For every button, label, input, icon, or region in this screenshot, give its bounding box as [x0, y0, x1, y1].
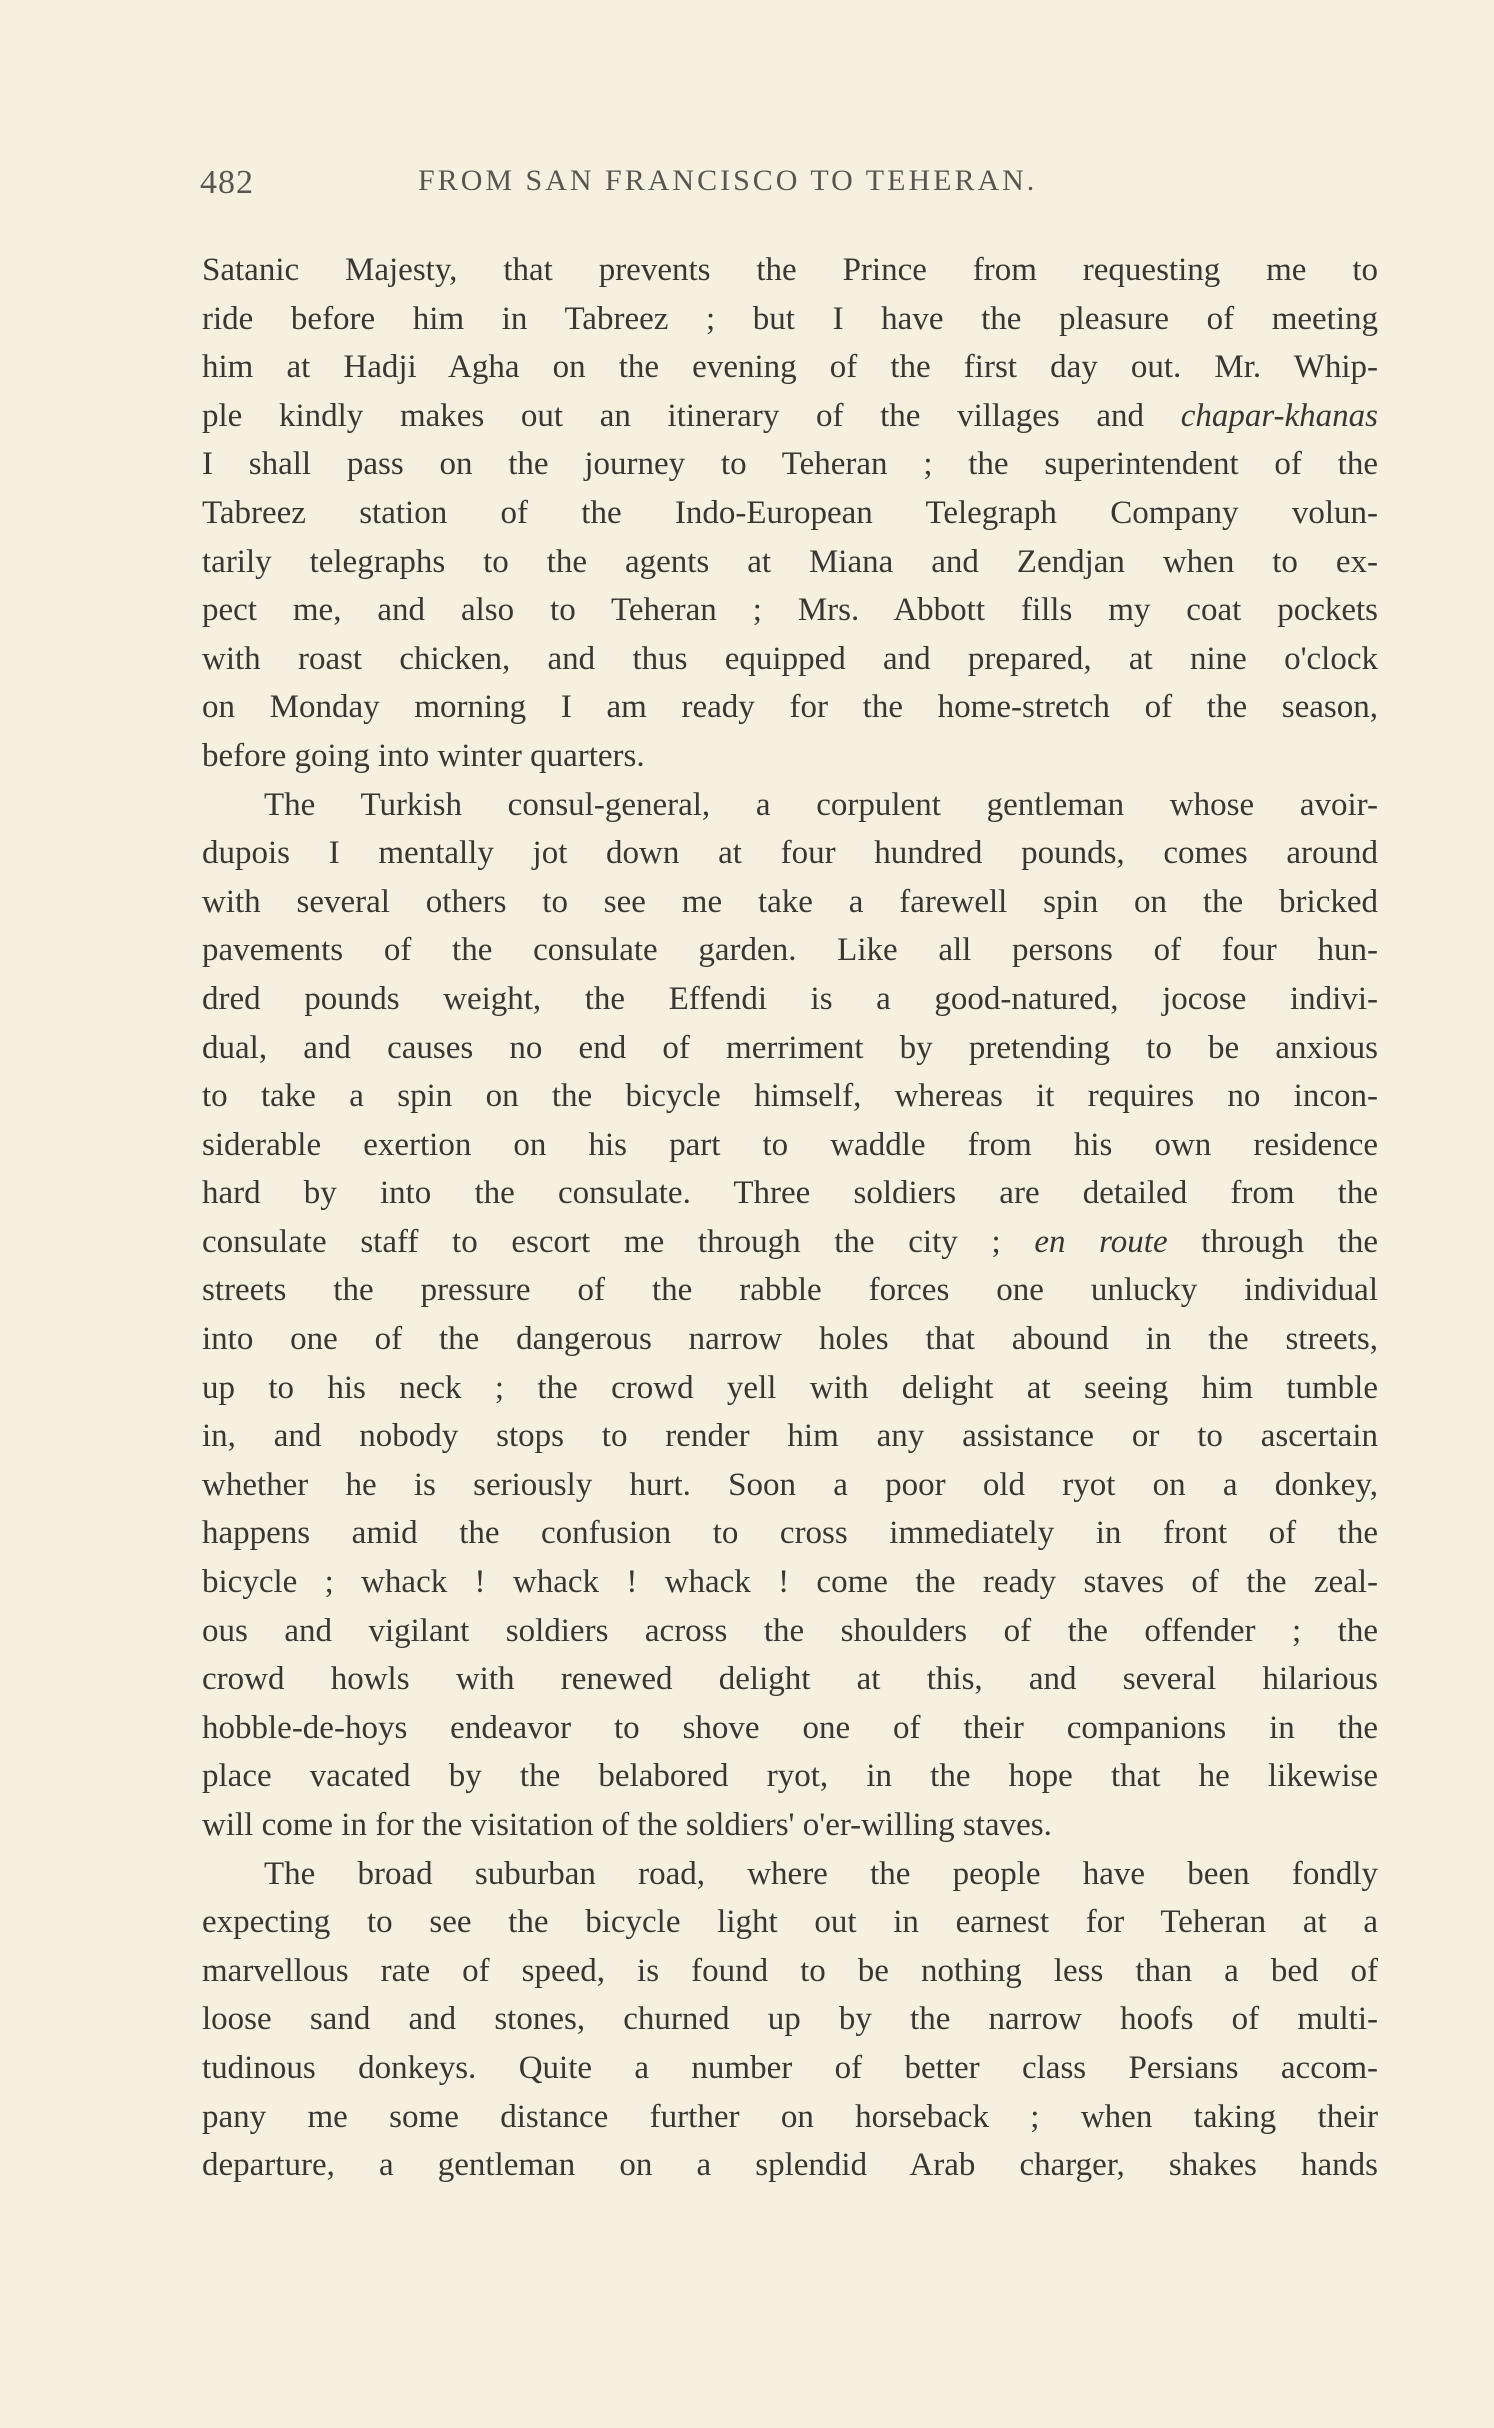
- text-line: ple kindly makes out an itinerary of the villages and chapar-khanas: [202, 397, 1378, 434]
- running-head: FROM SAN FRANCISCO TO TEHERAN.: [418, 164, 1038, 197]
- text-line: into one of the dangerous narrow holes that abound in the streets,: [202, 1321, 1378, 1358]
- text-line: dupois I mentally jot down at four hundred pounds, comes around: [202, 835, 1378, 872]
- text-line: pany me some distance further on horseback ; when taking their: [202, 2098, 1378, 2135]
- text-line: will come in for the visitation of the soldiers' o'er-willing staves.: [202, 1807, 1052, 1843]
- text-line: place vacated by the belabored ryot, in the hope that he likewise: [202, 1758, 1378, 1795]
- text-line: in, and nobody stops to render him any assistance or to ascertain: [202, 1418, 1378, 1455]
- text-line: siderable exertion on his part to waddle from his own residence: [202, 1126, 1378, 1163]
- text-line: marvellous rate of speed, is found to be nothing less than a bed of: [202, 1952, 1378, 1989]
- text-line: with several others to see me take a farewell spin on the bricked: [202, 883, 1378, 920]
- text-line: consulate staff to escort me through the city ; en route through the: [202, 1223, 1378, 1260]
- text-line: tudinous donkeys. Quite a number of better class Persians accom-: [202, 2049, 1378, 2086]
- text-line: crowd howls with renewed delight at this, and several hilarious: [202, 1661, 1378, 1698]
- text-line: Satanic Majesty, that prevents the Prince from requesting me to: [202, 252, 1378, 288]
- text-line: before going into winter quarters.: [202, 737, 645, 774]
- text-line: dred pounds weight, the Effendi is a good-natured, jocose indivi-: [202, 980, 1378, 1017]
- body-text: [202, 246, 1378, 2190]
- text-line: loose sand and stones, churned up by the narrow hoofs of multi-: [202, 2001, 1378, 2038]
- text-line: ous and vigilant soldiers across the shoulders of the offender ; the: [202, 1612, 1378, 1649]
- text-line: dual, and causes no end of merriment by pretending to be anxious: [202, 1029, 1378, 1066]
- italic-phrase: en route: [1034, 1223, 1168, 1260]
- text-line: whether he is seriously hurt. Soon a poor old ryot on a donkey,: [202, 1466, 1378, 1503]
- text-line: ride before him in Tabreez ; but I have the pleasure of meeting: [202, 300, 1378, 337]
- text-line: I shall pass on the journey to Teheran ; the superintendent of the: [202, 446, 1378, 483]
- text-line: tarily telegraphs to the agents at Miana and Zendjan when to ex-: [202, 543, 1378, 580]
- paragraph-start: The Turkish consul-general, a corpulent gentleman whose avoir-: [264, 786, 1378, 823]
- text-line: pavements of the consulate garden. Like all persons of four hun-: [202, 932, 1378, 969]
- page-header: [200, 164, 1380, 214]
- text-line: Tabreez station of the Indo-European Telegraph Company volun-: [202, 494, 1378, 531]
- text-line: streets the pressure of the rabble forces one unlucky individual: [202, 1272, 1378, 1309]
- paragraph-start: The broad suburban road, where the people have been fondly: [264, 1855, 1378, 1892]
- text-line: bicycle ; whack ! whack ! whack ! come the ready staves of the zeal-: [202, 1564, 1378, 1601]
- text-line: him at Hadji Agha on the evening of the first day out. Mr. Whip-: [202, 349, 1378, 386]
- text-line: departure, a gentleman on a splendid Arab charger, shakes hands: [202, 2147, 1378, 2184]
- text-line: expecting to see the bicycle light out in earnest for Teheran at a: [202, 1904, 1378, 1941]
- text-line: hobble-de-hoys endeavor to shove one of their companions in the: [202, 1709, 1378, 1746]
- text-line: with roast chicken, and thus equipped and prepared, at nine o'clock: [202, 640, 1378, 677]
- text-line: up to his neck ; the crowd yell with delight at seeing him tumble: [202, 1369, 1378, 1406]
- text-line: on Monday morning I am ready for the home-stretch of the season,: [202, 689, 1378, 726]
- page-number: 482: [200, 164, 254, 201]
- text-line: pect me, and also to Teheran ; Mrs. Abbott fills my coat pockets: [202, 592, 1378, 629]
- text-line: happens amid the confusion to cross immediately in front of the: [202, 1515, 1378, 1552]
- text-line: to take a spin on the bicycle himself, whereas it requires no incon-: [202, 1078, 1378, 1115]
- italic-phrase: chapar-khanas: [1180, 397, 1378, 434]
- text-line: hard by into the consulate. Three soldiers are detailed from the: [202, 1175, 1378, 1212]
